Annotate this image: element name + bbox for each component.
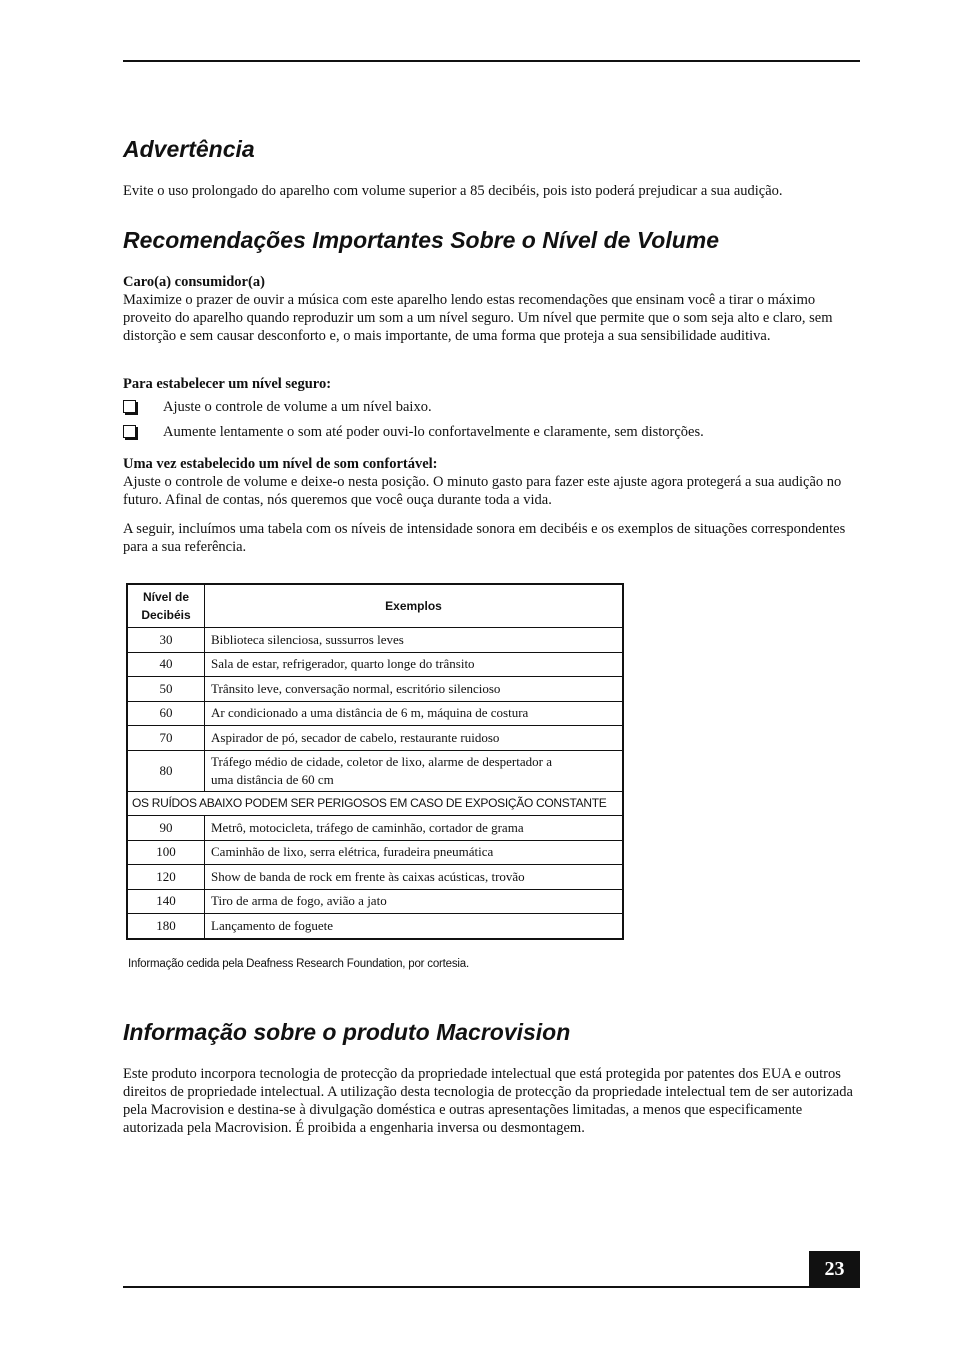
table-header-row: [127, 584, 623, 628]
header-level: [127, 584, 205, 628]
table-row: [127, 840, 623, 865]
level-cell: 140: [127, 889, 205, 914]
footer-rule: [123, 1286, 860, 1288]
checklist-item: [123, 423, 704, 441]
example-cell: Metrô, motocicleta, tráfego de caminhão, cortador de grama: [205, 816, 624, 841]
table-row: [127, 750, 623, 791]
checklist-item-text: Aumente lentamente o som até poder ouvi-lo confortavelmente e claramente, sem distorções.: [163, 424, 704, 440]
example-cell: Aspirador de pó, secador de cabelo, restaurante ruidoso: [205, 726, 624, 751]
comfort-body: Ajuste o controle de volume e deixe-o nesta posição. O minuto gasto para fazer este ajuste agora protegerá a sua audição no futuro. Afinal de contas, nós queremos que você ouça durante toda a vida.: [123, 474, 842, 508]
header-rule: [123, 60, 860, 62]
header-examples: Exemplos: [205, 584, 624, 628]
advertencia-body: Evite o uso prolongado do aparelho com volume superior a 85 decibéis, pois isto poderá prejudicar a sua audição.: [123, 183, 783, 199]
warning-row: [127, 791, 623, 816]
example-cell: Ar condicionado a uma distância de 6 m, máquina de costura: [205, 701, 624, 726]
example-cell: Trânsito leve, conversação normal, escritório silencioso: [205, 677, 624, 702]
table-row: [127, 889, 623, 914]
level-cell: 30: [127, 628, 205, 653]
table-row: [127, 726, 623, 751]
table-row: [127, 628, 623, 653]
checkbox-icon: [123, 400, 136, 413]
checklist-item: [123, 398, 432, 416]
level-cell: 70: [127, 726, 205, 751]
example-cell: Caminhão de lixo, serra elétrica, furadeira pneumática: [205, 840, 624, 865]
comfort-label: Uma vez estabelecido um nível de som confortável:: [123, 456, 438, 472]
warning-cell: OS RUÍDOS ABAIXO PODEM SER PERIGOSOS EM CASO DE EXPOSIÇÃO CONSTANTE: [127, 791, 623, 816]
level-cell: 180: [127, 914, 205, 939]
macrovision-body: Este produto incorpora tecnologia de protecção da propriedade intelectual que está protegida por patentes dos EUA e outros direitos de propriedade intelectual. A utilização desta tecnologia de protecção da propriedade intelectual tem de ser autorizada pela Macrovision e destina-se à divulgação doméstica e outras apresentações limitadas, a menos que especificamente autorizada pela Macrovision. É proibida a engenharia inversa ou desmontagem.: [123, 1066, 853, 1136]
decibel-table: [126, 583, 624, 940]
example-cell: Lançamento de foguete: [205, 914, 624, 939]
example-cell: Show de banda de rock em frente às caixas acústicas, trovão: [205, 865, 624, 890]
level-cell: 80: [127, 750, 205, 791]
table-row: [127, 865, 623, 890]
section-title-macrovision: Informação sobre o produto Macrovision: [123, 1019, 571, 1045]
volume-intro: Maximize o prazer de ouvir a música com este aparelho lendo estas recomendações que ensinam você a tirar o máximo proveito do aparelho quando reproduzir um som a um nível seguro. Um nível que permite que o som seja alto e claro, sem distorção e sem causar desconforto e, o mais importante, de uma forma que proteja a sua sensibilidade auditiva.: [123, 292, 833, 344]
greeting-label: Caro(a) consumidor(a): [123, 274, 265, 290]
decibel-table-wrapper: [126, 583, 624, 940]
example-cell: Sala de estar, refrigerador, quarto longe do trânsito: [205, 652, 624, 677]
example-cell: Biblioteca silenciosa, sussurros leves: [205, 628, 624, 653]
example-line2: uma distância de 60 cm: [211, 771, 334, 787]
header-level-line1: Nível de: [142, 590, 190, 604]
level-cell: 40: [127, 652, 205, 677]
level-cell: 120: [127, 865, 205, 890]
table-row: [127, 701, 623, 726]
example-cell: [205, 750, 624, 791]
table-row: [127, 816, 623, 841]
page-number: 23: [809, 1251, 860, 1287]
checkbox-icon: [123, 425, 136, 438]
table-caption: Informação cedida pela Deafness Research Foundation, por cortesia.: [128, 958, 469, 970]
table-row: [127, 652, 623, 677]
checklist-item-text: Ajuste o controle de volume a um nível baixo.: [163, 399, 432, 415]
level-cell: 100: [127, 840, 205, 865]
table-intro: A seguir, incluímos uma tabela com os níveis de intensidade sonora em decibéis e os exemplos de situações correspondentes para a sua referência.: [123, 521, 846, 555]
example-cell: Tiro de arma de fogo, avião a jato: [205, 889, 624, 914]
header-level-line2: Decibéis: [141, 608, 191, 622]
example-line1: Tráfego médio de cidade, coletor de lixo, alarme de despertador a: [211, 753, 552, 769]
level-cell: 50: [127, 677, 205, 702]
table-row: [127, 914, 623, 939]
section-title-volume: Recomendações Importantes Sobre o Nível de Volume: [123, 227, 720, 253]
level-cell: 60: [127, 701, 205, 726]
safe-level-label: Para estabelecer um nível seguro:: [123, 376, 332, 392]
table-row: [127, 677, 623, 702]
section-title-advertencia: Advertência: [123, 136, 255, 162]
level-cell: 90: [127, 816, 205, 841]
